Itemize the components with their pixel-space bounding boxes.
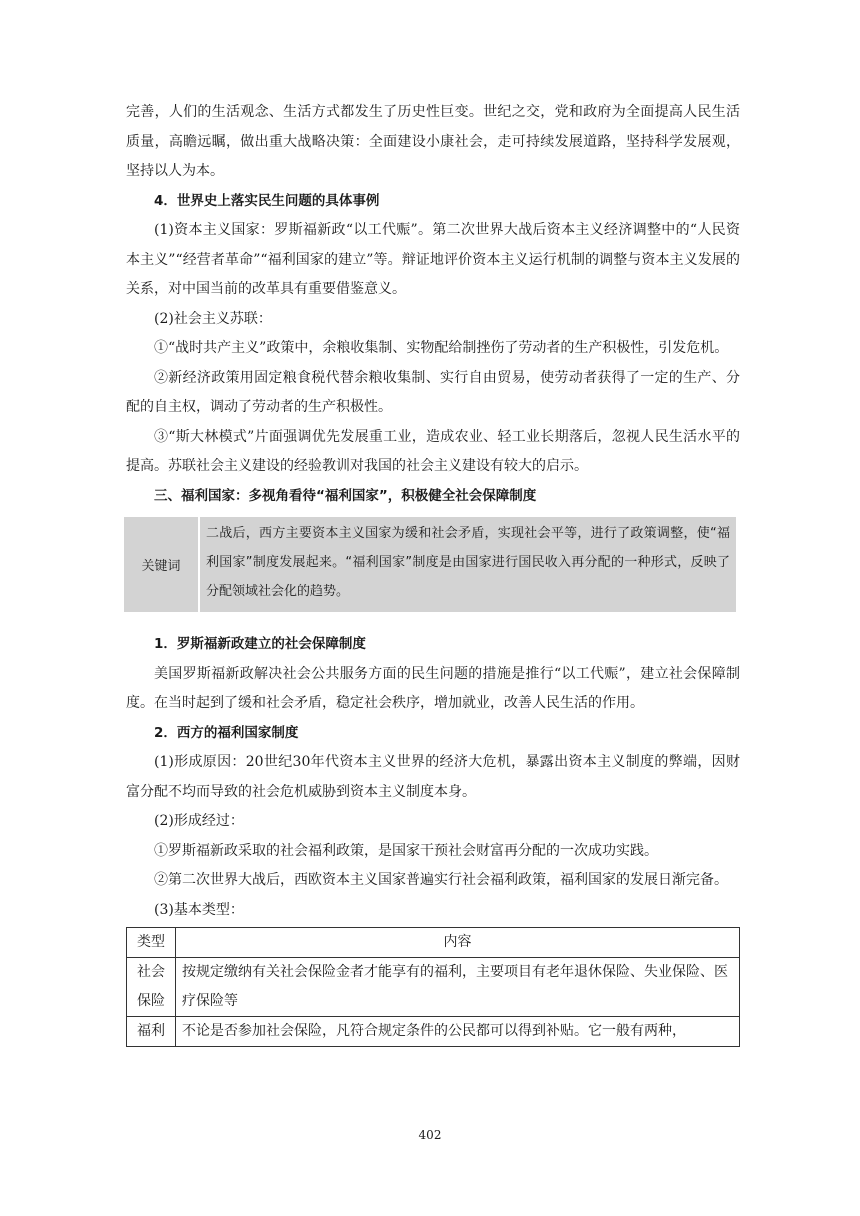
table-cell-content: 按规定缴纳有关社会保险金者才能享有的福利，主要项目有老年退休保险、失业保险、医疗保险等: [176, 958, 740, 1017]
heading-2: 2．西方的福利国家制度: [154, 724, 299, 741]
paragraph-process-2: ②第二次世界大战后，西欧资本主义国家普遍实行社会福利政策，福利国家的发展日渐完备。: [154, 872, 728, 888]
paragraph-capitalist: (1)资本主义国家：罗斯福新政“以工代赈”。第二次世界大战后资本主义经济调整中的“人民资本主义”“经营者革命”“福利国家的建立”等。辩证地评价资本主义运行机制的调整与资本主义发展的关系，对中国当前的改革具有重要借鉴意义。: [126, 222, 740, 297]
table-cell-content: 不论是否参加社会保险，凡符合规定条件的公民都可以得到补贴。它一般有两种，: [176, 1017, 740, 1047]
page-number: 402: [418, 1128, 442, 1142]
paragraph-stalin-model: ③“斯大林模式”片面强调优先发展重工业，造成农业、轻工业长期落后，忽视人民生活水平的提高。苏联社会主义建设的经验教训对我国的社会主义建设有较大的启示。: [126, 428, 740, 474]
table-cell-type: 社会保险: [127, 958, 176, 1017]
welfare-types-table: [126, 927, 740, 1047]
keyword-box: [124, 517, 736, 612]
section-heading-welfare: 三、福利国家：多视角看待“福利国家”，积极健全社会保障制度: [154, 487, 537, 504]
table-header-content: 内容: [176, 928, 740, 958]
paragraph-soviet: (2)社会主义苏联：: [154, 310, 272, 327]
paragraph-cause: (1)形成原因：20世纪30年代资本主义世界的经济大危机，暴露出资本主义制度的弊端，因财富分配不均而导致的社会危机威胁到资本主义制度本身。: [126, 754, 740, 800]
table-header-row: [127, 928, 740, 958]
document-page: [126, 98, 740, 1047]
paragraph-intro: 完善，人们的生活观念、生活方式都发生了历史性巨变。世纪之交，党和政府为全面提高人民生活质量，高瞻远瞩，做出重大战略决策：全面建设小康社会，走可持续发展道路，坚持科学发展观，坚持以人为本。: [126, 104, 740, 179]
paragraph-process: (2)形成经过：: [154, 813, 244, 829]
paragraph-war-communism: ①“战时共产主义”政策中，余粮收集制、实物配给制挫伤了劳动者的生产积极性，引发危机。: [154, 340, 729, 356]
table-row: [127, 958, 740, 1017]
spacer: [126, 612, 740, 630]
keyword-text: 二战后，西方主要资本主义国家为缓和社会矛盾，实现社会平等，进行了政策调整，使“福利国家”制度发展起来。“福利国家”制度是由国家进行国民收入再分配的一种形式，反映了分配领域社会化的趋势。: [206, 526, 730, 599]
keyword-label: 关键词: [141, 559, 181, 574]
heading-4: 4．世界史上落实民生问题的具体事例: [154, 192, 380, 209]
paragraph-process-1: ①罗斯福新政采取的社会福利政策，是国家干预社会财富再分配的一次成功实践。: [154, 842, 658, 859]
paragraph-types: (3)基本类型：: [154, 901, 244, 918]
paragraph-nep: ②新经济政策用固定粮食税代替余粮收集制、实行自由贸易，使劳动者获得了一定的生产、分配的自主权，调动了劳动者的生产积极性。: [126, 369, 740, 415]
table-header-type: 类型: [127, 928, 176, 958]
paragraph-new-deal: 美国罗斯福新政解决社会公共服务方面的民生问题的措施是推行“以工代赈”，建立社会保障制度。在当时起到了缓和社会矛盾，稳定社会秩序，增加就业，改善人民生活的作用。: [126, 665, 740, 711]
table-row: [127, 1017, 740, 1047]
table-cell-type: 福利: [127, 1017, 176, 1047]
heading-1: 1．罗斯福新政建立的社会保障制度: [154, 636, 366, 652]
